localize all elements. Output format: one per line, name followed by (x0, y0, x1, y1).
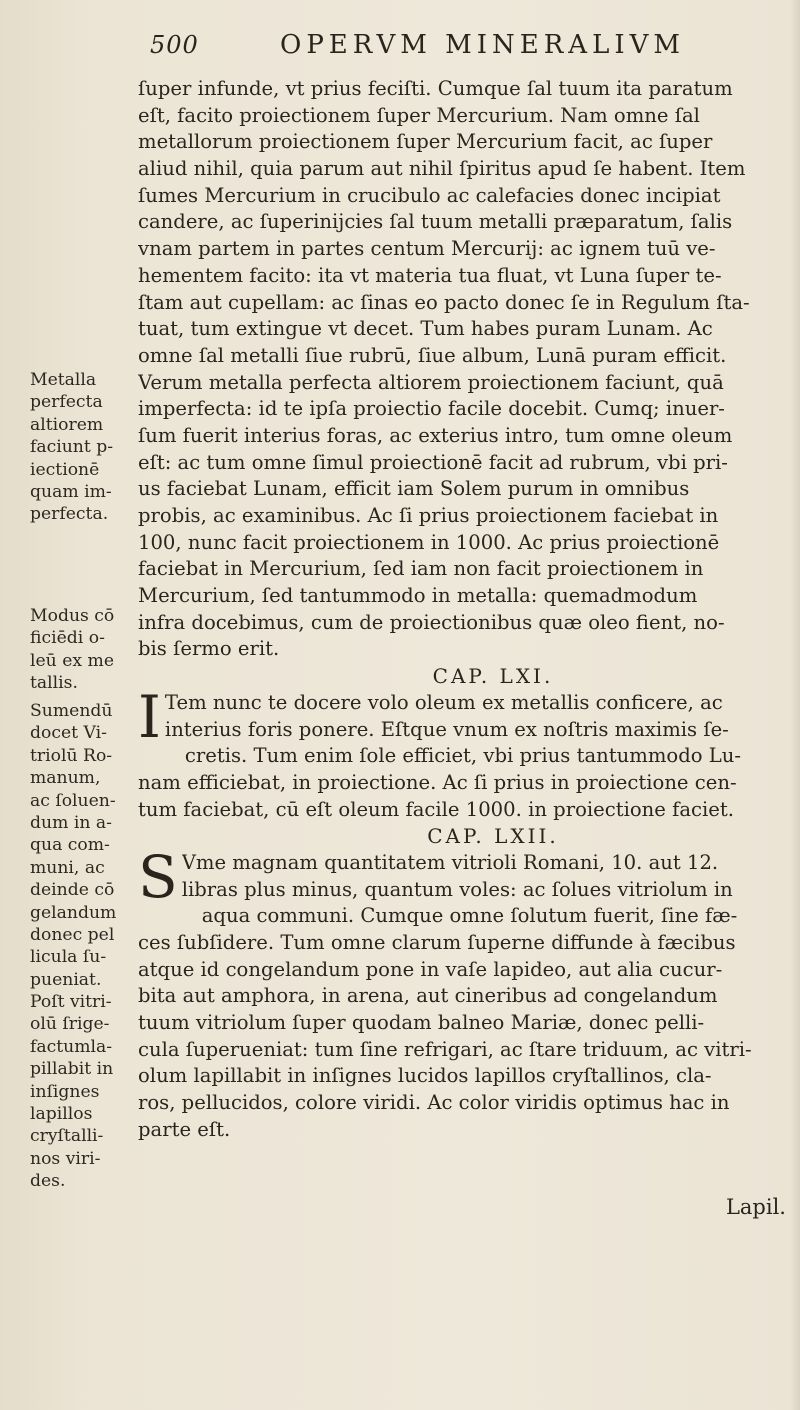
text-line: bita aut amphora, in arena, aut cineribus ad congelandum (138, 984, 718, 1008)
catchword: Lapil. (725, 1195, 786, 1219)
text-line: omne ſal metalli ſiue rubrū, ſiue album, Lunā puram efficit. (138, 343, 727, 367)
drop-cap: I (138, 682, 161, 751)
main-text-column (138, 76, 788, 1216)
margin-note-line: quam im- (30, 481, 112, 502)
margin-note-line: factumla- (30, 1036, 113, 1057)
margin-note-line: donec pel (30, 924, 115, 945)
text-line: hementem facito: ita vt materia tua fluat, vt Luna ſuper te- (138, 263, 722, 287)
chapter-62-paragraph (138, 842, 788, 1144)
drop-cap: S (138, 842, 178, 911)
margin-note-line: Metalla (30, 370, 97, 390)
text-line: faciebat in Mercurium, ſed iam non facit proiectionem in (138, 557, 704, 581)
page-number: 500 (150, 31, 199, 59)
margin-note-line: cryſtalli- (30, 1126, 104, 1147)
page-edge-shadow (790, 0, 800, 1410)
margin-note-line: nos viri- (30, 1148, 101, 1169)
chapter-heading-62: CAP. LXII. (427, 824, 559, 849)
text-line: us faciebat Lunam, efficit iam Solem purum in omnibus (138, 477, 690, 501)
text-line: candere, ac ſuperinijcies ſal tuum metalli præparatum, ſalis (138, 210, 733, 234)
margin-note-line: altiorem (30, 414, 104, 435)
margin-note-line: iectionē (30, 459, 100, 480)
margin-note-line: Poſt vitri- (30, 992, 112, 1013)
text-line: cretis. Tum enim ſole efficiet, vbi prius tantummodo Lu- (184, 744, 742, 768)
text-line: olum lapillabit in inſignes lucidos lapillos cryſtallinos, cla- (138, 1064, 712, 1088)
text-line: parte eſt. (138, 1117, 231, 1141)
margin-note-line: deinde cō (30, 880, 115, 901)
text-line: cula ſuperueniat: tum ſine refrigari, ac ſtare triduum, ac vitri- (138, 1037, 752, 1061)
margin-note-line: ficiēdi o- (30, 628, 105, 649)
text-line: eſt: ac tum omne ſimul proiectionē facit ad rubrum, vbi pri- (138, 450, 728, 474)
text-line: imperfecta: id te ipſa proiectio facile docebit. Cumq; inuer- (138, 397, 725, 421)
margin-note-line: faciunt p- (30, 437, 114, 458)
chapter-heading-61: CAP. LXI. (432, 664, 554, 689)
text-line: tum faciebat, cū eſt oleum facile 1000. in proiectione faciet. (138, 797, 734, 821)
text-line: Mercurium, ſed tantummodo in metalla: quemadmodum (138, 584, 698, 608)
margin-note-line: gelandum (30, 902, 117, 923)
margin-note-line: perfecta. (30, 504, 109, 525)
text-line: aliud nihil, quia parum aut nihil ſpiritus apud ſe habent. Item (138, 157, 746, 181)
text-line: ros, pellucidos, colore viridi. Ac color viridis optimus hac in (138, 1091, 730, 1115)
text-line: Verum metalla perfecta altiorem proiectionem faciunt, quā (138, 370, 724, 394)
text-line: ces ſubſidere. Tum omne clarum ſuperne diffunde à fæcibus (138, 931, 736, 954)
margin-note-sumendum (30, 700, 134, 1193)
text-line: atque id congelandum pone in vaſe lapideo, aut alia cucur- (138, 957, 723, 981)
margin-note-line: ac ſoluen- (30, 790, 116, 811)
text-line: libras plus minus, quantum voles: ac ſolues vitriolum in (181, 877, 733, 901)
text-line: ſuper infunde, vt prius feciſti. Cumque ſal tuum ita paratum (138, 77, 733, 100)
text-line: ſum fuerit interius foras, ac exterius intro, tum omne oleum (138, 423, 733, 447)
running-header (150, 26, 710, 66)
text-line: 100, nunc facit proiectionem in 1000. Ac prius proiectionē (138, 530, 720, 554)
text-line: ſtam aut cupellam: ac ſinas eo pacto donec ſe in Regulum ſta- (138, 290, 750, 314)
paragraph-continuation (138, 76, 788, 663)
margin-note-line: Modus cō (30, 606, 115, 626)
text-line: eſt, facito proiectionem ſuper Mercurium. Nam omne ſal (138, 103, 700, 127)
margin-note-line: licula ſu- (30, 947, 107, 968)
margin-note-line: docet Vi- (30, 723, 107, 744)
margin-note-line: perfecta (30, 392, 103, 413)
margin-note-line: Sumendū (30, 701, 113, 721)
margin-note-line: des. (30, 1171, 66, 1192)
text-line: interius foris ponere. Eſtque vnum ex noſtris maximis ſe- (164, 717, 729, 741)
margin-note-line: triolū Ro- (30, 745, 113, 766)
chapter-61-paragraph (138, 682, 788, 823)
running-title: OPERVM MINERALIVM (280, 30, 686, 60)
margin-note-line: olū ſrige- (30, 1014, 110, 1035)
margin-note-line: muni, ac (30, 857, 105, 878)
text-line: metallorum proiectionem ſuper Mercurium facit, ac ſuper (138, 130, 713, 154)
text-line: Vme magnam quantitatem vitrioli Romani, 10. aut 12. (181, 850, 719, 874)
margin-note-metalla (30, 369, 134, 526)
text-line: aqua communi. Cumque omne ſolutum fuerit, ſine fæ- (201, 904, 738, 928)
margin-note-line: tallis. (30, 673, 78, 694)
margin-note-line: dum in a- (30, 812, 112, 833)
text-line: tuat, tum extingue vt decet. Tum habes puram Lunam. Ac (138, 317, 713, 341)
margin-note-line: leū ex me (30, 650, 114, 671)
text-line: vnam partem in partes centum Mercurij: ac ignem tuū ve- (138, 237, 716, 261)
margin-note-line: lapillos (30, 1104, 93, 1125)
margin-note-line: manum, (30, 768, 101, 789)
margin-note-line: pueniat. (30, 969, 102, 990)
text-line: infra docebimus, cum de proiectionibus quæ oleo fient, no- (138, 610, 725, 634)
margin-note-line: inſignes (30, 1081, 100, 1102)
text-line: ſumes Mercurium in crucibulo ac calefacies donec incipiat (138, 183, 721, 207)
text-line: Tem nunc te docere volo oleum ex metallis conficere, ac (164, 690, 723, 714)
margin-note-line: pillabit in (30, 1059, 114, 1080)
text-line: nam efficiebat, in proiectione. Ac ſi prius in proiectione cen- (138, 770, 737, 794)
text-line: tuum vitriolum ſuper quodam balneo Mariæ, donec pelli- (138, 1011, 705, 1035)
margin-note-line: qua com- (30, 835, 110, 856)
text-line: bis ſermo erit. (138, 637, 280, 661)
margin-note-modus (30, 605, 134, 695)
text-line: probis, ac examinibus. Ac ſi prius proiectionem faciebat in (138, 504, 719, 527)
